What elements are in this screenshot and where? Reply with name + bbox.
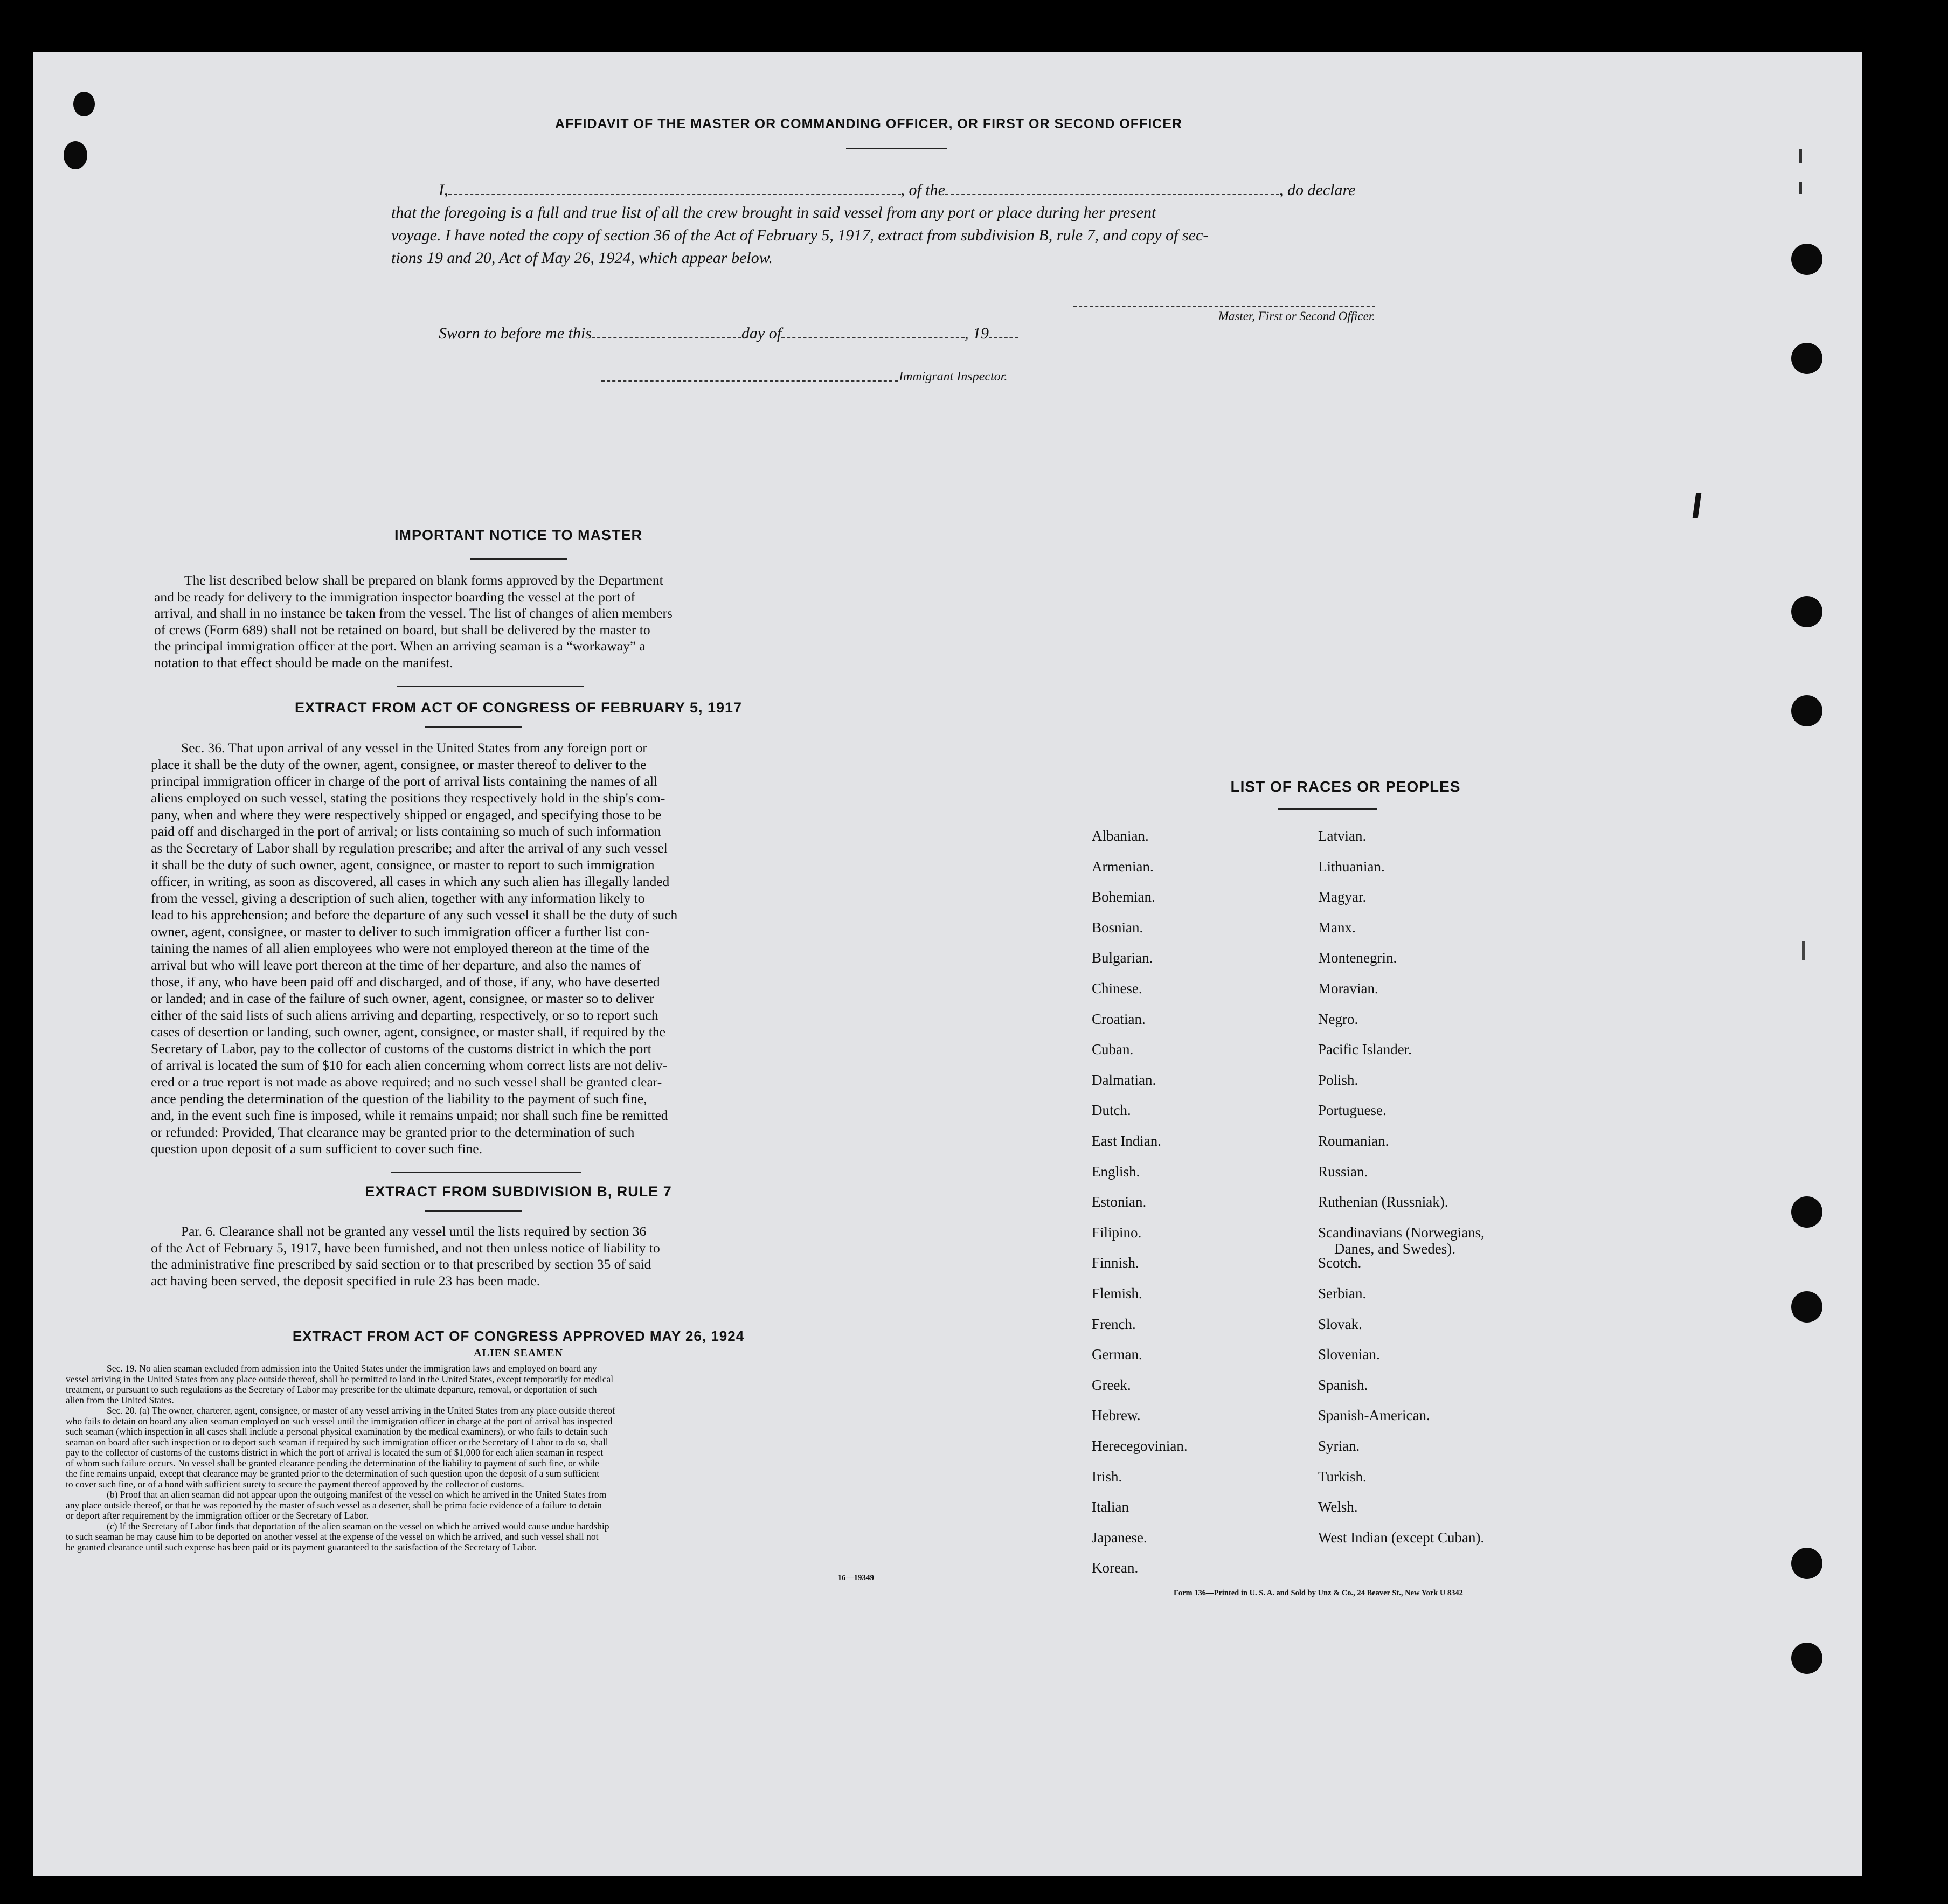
race-item: West Indian (except Cuban). bbox=[1318, 1529, 1485, 1546]
form-code: 16—19349 bbox=[837, 1574, 874, 1582]
race-item: Croatian. bbox=[1092, 1011, 1146, 1027]
notice-title: IMPORTANT NOTICE TO MASTER bbox=[394, 527, 642, 543]
punch-hole bbox=[1791, 244, 1822, 275]
notice-line: notation to that effect should be made on the manifest. bbox=[154, 654, 453, 670]
race-item: Korean. bbox=[1092, 1560, 1139, 1576]
race-item: Spanish-American. bbox=[1318, 1407, 1430, 1423]
rule7-line: Par. 6. Clearance shall not be granted any vessel until the lists required by section 36 bbox=[181, 1223, 647, 1239]
race-item: Serbian. bbox=[1318, 1285, 1367, 1301]
race-item: Roumanian. bbox=[1318, 1133, 1389, 1149]
act1917-line: those, if any, who have been paid off and discharged, and of those, if any, who have deserted bbox=[151, 974, 660, 989]
act1917-line: and, in the event such fine is imposed, while it remains unpaid; nor shall such fine be remitted bbox=[151, 1107, 668, 1123]
race-item: East Indian. bbox=[1092, 1133, 1161, 1149]
sworn-day-field[interactable] bbox=[592, 324, 741, 338]
punch-hole bbox=[1791, 1196, 1822, 1228]
race-item: Chinese. bbox=[1092, 980, 1142, 996]
margin-mark bbox=[1799, 149, 1802, 163]
punch-hole bbox=[64, 141, 87, 169]
act1924-subtitle: ALIEN SEAMEN bbox=[474, 1347, 563, 1359]
margin-mark bbox=[1802, 941, 1805, 960]
act1917-line: taining the names of all alien employees who were not employed thereon at the time of the bbox=[151, 940, 649, 956]
race-item: Dutch. bbox=[1092, 1102, 1131, 1118]
rule7-title: EXTRACT FROM SUBDIVISION B, RULE 7 bbox=[365, 1183, 672, 1200]
act1917-line: principal immigration officer in charge of the port of arrival lists containing the names of all bbox=[151, 773, 658, 789]
race-item: Syrian. bbox=[1318, 1438, 1360, 1454]
act1917-line: either of the said lists of such aliens arriving and departing, respectively, or so to report such bbox=[151, 1007, 658, 1023]
race-item: Pacific Islander. bbox=[1318, 1041, 1412, 1057]
act1917-line: owner, agent, consignee, or master to deliver to such immigration officer a further list con- bbox=[151, 924, 650, 939]
race-item: Magyar. bbox=[1318, 889, 1367, 905]
document-sheet bbox=[33, 52, 1862, 1876]
declaration-line-3: voyage. I have noted the copy of section 36 of the Act of February 5, 1917, extract from subdivision B, rule 7, and copy of sec- bbox=[391, 226, 1209, 244]
do-declare-label: , do declare bbox=[1279, 181, 1356, 199]
divider bbox=[1278, 808, 1377, 810]
punch-hole bbox=[1791, 1291, 1822, 1323]
act1917-line: pany, when and where they were respectively shipped or engaged, and specifying those to be bbox=[151, 807, 662, 822]
sworn-line bbox=[439, 324, 1139, 343]
race-item: Cuban. bbox=[1092, 1041, 1134, 1057]
race-item: French. bbox=[1092, 1316, 1136, 1332]
punch-hole bbox=[1791, 695, 1822, 726]
divider bbox=[846, 148, 947, 149]
act1917-line: Secretary of Labor, pay to the collector of customs of the customs district in which the port bbox=[151, 1041, 651, 1056]
act1917-line: ered or a true report is not made as above required; and no such vessel shall be granted clear- bbox=[151, 1074, 662, 1090]
act1924-line: to cover such fine, or of a bond with sufficient surety to secure the payment thereof approved by the collector of customs. bbox=[66, 1478, 524, 1490]
act1917-line: or refunded: Provided, That clearance may be granted prior to the determination of such bbox=[151, 1124, 635, 1140]
race-item: English. bbox=[1092, 1164, 1140, 1180]
race-item: Slovenian. bbox=[1318, 1346, 1380, 1362]
race-item: Slovak. bbox=[1318, 1316, 1362, 1332]
race-item: Russian. bbox=[1318, 1164, 1368, 1180]
punch-hole bbox=[1791, 343, 1822, 374]
rule7-line: act having been served, the deposit specified in rule 23 has been made. bbox=[151, 1272, 540, 1289]
divider bbox=[397, 686, 584, 687]
act1917-line: arrival but who will leave port thereon at the time of her departure, and also the names of bbox=[151, 957, 641, 973]
race-item: Finnish. bbox=[1092, 1255, 1139, 1271]
act1917-line: officer, in writing, as soon as discovered, all cases in which any such alien has illegally landed bbox=[151, 874, 670, 889]
race-item: Hebrew. bbox=[1092, 1407, 1141, 1423]
master-name-field[interactable] bbox=[448, 181, 901, 195]
notice-line: and be ready for delivery to the immigration inspector boarding the vessel at the port of bbox=[154, 588, 635, 605]
race-item: Dalmatian. bbox=[1092, 1072, 1156, 1088]
act1924-line: the fine remains unpaid, except that clearance may be granted prior to the determination of such question upon the deposit of a sum sufficient bbox=[66, 1468, 600, 1479]
act1917-line: as the Secretary of Labor shall by regulation prescribe; and after the arrival of any such vessel bbox=[151, 840, 668, 856]
act1917-line: it shall be the duty of such owner, agent, consignee, or master to report to such immigration bbox=[151, 857, 655, 873]
act1924-line: who fails to detain on board any alien seaman employed on such vessel until the immigration officer in charge at the port of arrival has inspected bbox=[66, 1415, 613, 1427]
act1924-line: to such seaman he may cause him to be deported on another vessel at the expense of the vessel on which he arrived, and such vessel shall not bbox=[66, 1531, 599, 1542]
divider bbox=[425, 1210, 522, 1212]
race-item: Danes, and Swedes). bbox=[1334, 1241, 1455, 1257]
rule7-line: of the Act of February 5, 1917, have been furnished, and not then unless notice of liability to bbox=[151, 1240, 660, 1256]
inspector-signature-line[interactable] bbox=[601, 373, 898, 382]
act1924-title: EXTRACT FROM ACT OF CONGRESS APPROVED MAY 26, 1924 bbox=[292, 1328, 745, 1344]
act1924-line: Sec. 19. No alien seaman excluded from admission into the United States under the immigration laws and employed on board any bbox=[107, 1363, 597, 1374]
i-label: I, bbox=[439, 181, 448, 199]
punch-hole bbox=[1791, 596, 1822, 627]
act1917-line: lead to his apprehension; and before the departure of any such vessel it shall be the duty of such bbox=[151, 907, 678, 923]
race-item: Montenegrin. bbox=[1318, 950, 1397, 966]
act1924-line: vessel arriving in the United States from any place outside thereof, shall be permitted to land in the United States, except temporarily for medical bbox=[66, 1373, 614, 1384]
act1924-line: alien from the United States. bbox=[66, 1394, 174, 1406]
act1924-line: (c) If the Secretary of Labor finds that deportation of the alien seaman on the vessel on which he arrived would cause undue hardship bbox=[107, 1520, 609, 1532]
act1917-line: question upon deposit of a sum sufficient to cover such fine. bbox=[151, 1141, 482, 1157]
divider bbox=[391, 1172, 581, 1173]
race-item: Italian bbox=[1092, 1499, 1129, 1515]
race-item: Armenian. bbox=[1092, 858, 1154, 875]
race-item: Lithuanian. bbox=[1318, 858, 1385, 875]
affidavit-title: AFFIDAVIT OF THE MASTER OR COMMANDING OFFICER, OR FIRST OR SECOND OFFICER bbox=[554, 116, 1183, 131]
notice-line: arrival, and shall in no instance be taken from the vessel. The list of changes of alien members bbox=[154, 605, 673, 621]
act1917-line: Sec. 36. That upon arrival of any vessel in the United States from any foreign port or bbox=[181, 740, 647, 756]
margin-mark bbox=[1693, 493, 1702, 518]
vessel-name-field[interactable] bbox=[945, 181, 1279, 195]
act1924-line: any place outside thereof, or that he was reported by the master of such vessel as a deserter, shall be prima facie evidence of a failure to detain bbox=[66, 1499, 602, 1511]
act1924-line: such seaman (which inspection in all cases shall include a personal physical examination by the medical examiners), or who fails to detain such bbox=[66, 1426, 608, 1437]
race-item: Greek. bbox=[1092, 1377, 1131, 1393]
rule7-body bbox=[151, 1223, 792, 1289]
race-item: German. bbox=[1092, 1346, 1142, 1362]
act1917-line: aliens employed on such vessel, stating the positions they respectively hold in the ship's com- bbox=[151, 790, 665, 806]
act1917-line: ance pending the determination of the question of the liability to the payment of such fine, bbox=[151, 1091, 647, 1106]
race-item: Herecegovinian. bbox=[1092, 1438, 1188, 1454]
year-prefix: , 19 bbox=[965, 324, 989, 342]
act1924-body bbox=[66, 1363, 875, 1553]
act1924-line: be granted clearance until such expense has been paid or its payment guaranteed to the satisfaction of the Secretary of Labor. bbox=[66, 1541, 537, 1553]
race-item: Negro. bbox=[1318, 1011, 1358, 1027]
inspector-label: Immigrant Inspector. bbox=[899, 370, 1008, 384]
notice-line: the principal immigration officer at the port. When an arriving seaman is a “workaway” a bbox=[154, 638, 646, 654]
race-item: Polish. bbox=[1318, 1072, 1358, 1088]
act1917-body bbox=[151, 739, 793, 1157]
act1917-line: cases of desertion or landing, such owner, agent, consignee, or master shall, if required by the bbox=[151, 1024, 665, 1040]
act1917-line: or landed; and in case of the failure of such owner, agent, consignee, or master so to deliver bbox=[151, 991, 654, 1006]
act1917-line: paid off and discharged in the port of arrival; or lists containing so much of such information bbox=[151, 823, 661, 839]
race-item: Scotch. bbox=[1318, 1255, 1362, 1271]
act1917-title: EXTRACT FROM ACT OF CONGRESS OF FEBRUARY 5, 1917 bbox=[294, 700, 743, 716]
act1924-line: pay to the collector of customs of the customs district in which the port of arrival is located the sum of $1,000 for each alien seaman in respect bbox=[66, 1447, 604, 1458]
act1924-line: of whom such failure occurs. No vessel shall be granted clearance pending the determination of the liability to payment of such fine, or while bbox=[66, 1457, 599, 1469]
race-item: Ruthenian (Russniak). bbox=[1318, 1194, 1448, 1210]
race-item: Filipino. bbox=[1092, 1224, 1142, 1241]
race-item: Portuguese. bbox=[1318, 1102, 1387, 1118]
race-item: Albanian. bbox=[1092, 828, 1149, 844]
punch-hole bbox=[1791, 1643, 1822, 1674]
punch-hole bbox=[73, 92, 95, 116]
act1924-line: Sec. 20. (a) The owner, charterer, agent, consignee, or master of any vessel arriving in the United States from any place outside thereof bbox=[107, 1405, 615, 1416]
declaration-line-1 bbox=[391, 179, 1437, 202]
race-item: Estonian. bbox=[1092, 1194, 1147, 1210]
race-item: Irish. bbox=[1092, 1469, 1122, 1485]
race-item: Manx. bbox=[1318, 919, 1356, 936]
race-item: Moravian. bbox=[1318, 980, 1378, 996]
master-signature-label: Master, First or Second Officer. bbox=[1218, 309, 1375, 323]
notice-line: of crews (Form 689) shall not be retained on board, but shall be delivered by the master to bbox=[154, 621, 650, 638]
declaration-line-2: that the foregoing is a full and true list of all the crew brought in said vessel from any port or place during her present bbox=[391, 204, 1156, 221]
act1917-line: from the vessel, giving a description of such alien, together with any information likely to bbox=[151, 890, 645, 906]
notice-line: The list described below shall be prepared on blank forms approved by the Department bbox=[184, 572, 663, 588]
act1924-line: seaman on board after such inspection or to deport such seaman if required by such immigration officer or the Secretary of Labor to do so, shall bbox=[66, 1436, 608, 1448]
rule7-line: the administrative fine prescribed by said section or to that prescribed by section 35 of said bbox=[151, 1256, 651, 1272]
notice-body bbox=[154, 572, 795, 671]
act1917-line: of arrival is located the sum of $10 for each alien concerning whom correct lists are not deliv- bbox=[151, 1057, 668, 1073]
race-item: Bulgarian. bbox=[1092, 950, 1153, 966]
race-item: Latvian. bbox=[1318, 828, 1367, 844]
race-item: Japanese. bbox=[1092, 1529, 1147, 1546]
affidavit-declaration bbox=[391, 179, 1437, 269]
race-item: Spanish. bbox=[1318, 1377, 1368, 1393]
race-item: Bosnian. bbox=[1092, 919, 1143, 936]
divider bbox=[425, 726, 522, 728]
races-title: LIST OF RACES OR PEOPLES bbox=[1230, 778, 1461, 795]
act1917-line: place it shall be the duty of the owner, agent, consignee, or master thereof to deliver to the bbox=[151, 757, 647, 772]
sworn-month-field[interactable] bbox=[781, 324, 965, 338]
sworn-prefix: Sworn to before me this bbox=[439, 324, 592, 342]
act1924-line: or deport after requirement by the immigration officer or the Secretary of Labor. bbox=[66, 1510, 369, 1521]
sworn-year-field[interactable] bbox=[989, 324, 1018, 338]
race-item: Bohemian. bbox=[1092, 889, 1155, 905]
race-item: Flemish. bbox=[1092, 1285, 1142, 1301]
form-footer: Form 136—Printed in U. S. A. and Sold by Unz & Co., 24 Beaver St., New York U 8342 bbox=[1174, 1589, 1463, 1597]
day-of-label: day of bbox=[741, 324, 782, 342]
act1924-line: treatment, or pursuant to such regulations as the Secretary of Labor may prescribe for the ultimate departure, removal, or deportation of such bbox=[66, 1384, 597, 1395]
race-item: Turkish. bbox=[1318, 1469, 1367, 1485]
margin-mark bbox=[1799, 182, 1802, 194]
of-the-label: , of the bbox=[900, 181, 945, 199]
divider bbox=[470, 558, 567, 560]
act1924-line: (b) Proof that an alien seaman did not appear upon the outgoing manifest of the vessel on which he arrived in the United States from bbox=[107, 1489, 607, 1500]
master-signature-line[interactable] bbox=[1073, 301, 1375, 307]
race-item: Welsh. bbox=[1318, 1499, 1358, 1515]
race-item: Scandinavians (Norwegians, bbox=[1318, 1224, 1485, 1241]
punch-hole bbox=[1791, 1548, 1822, 1579]
declaration-line-4: tions 19 and 20, Act of May 26, 1924, which appear below. bbox=[391, 249, 773, 267]
